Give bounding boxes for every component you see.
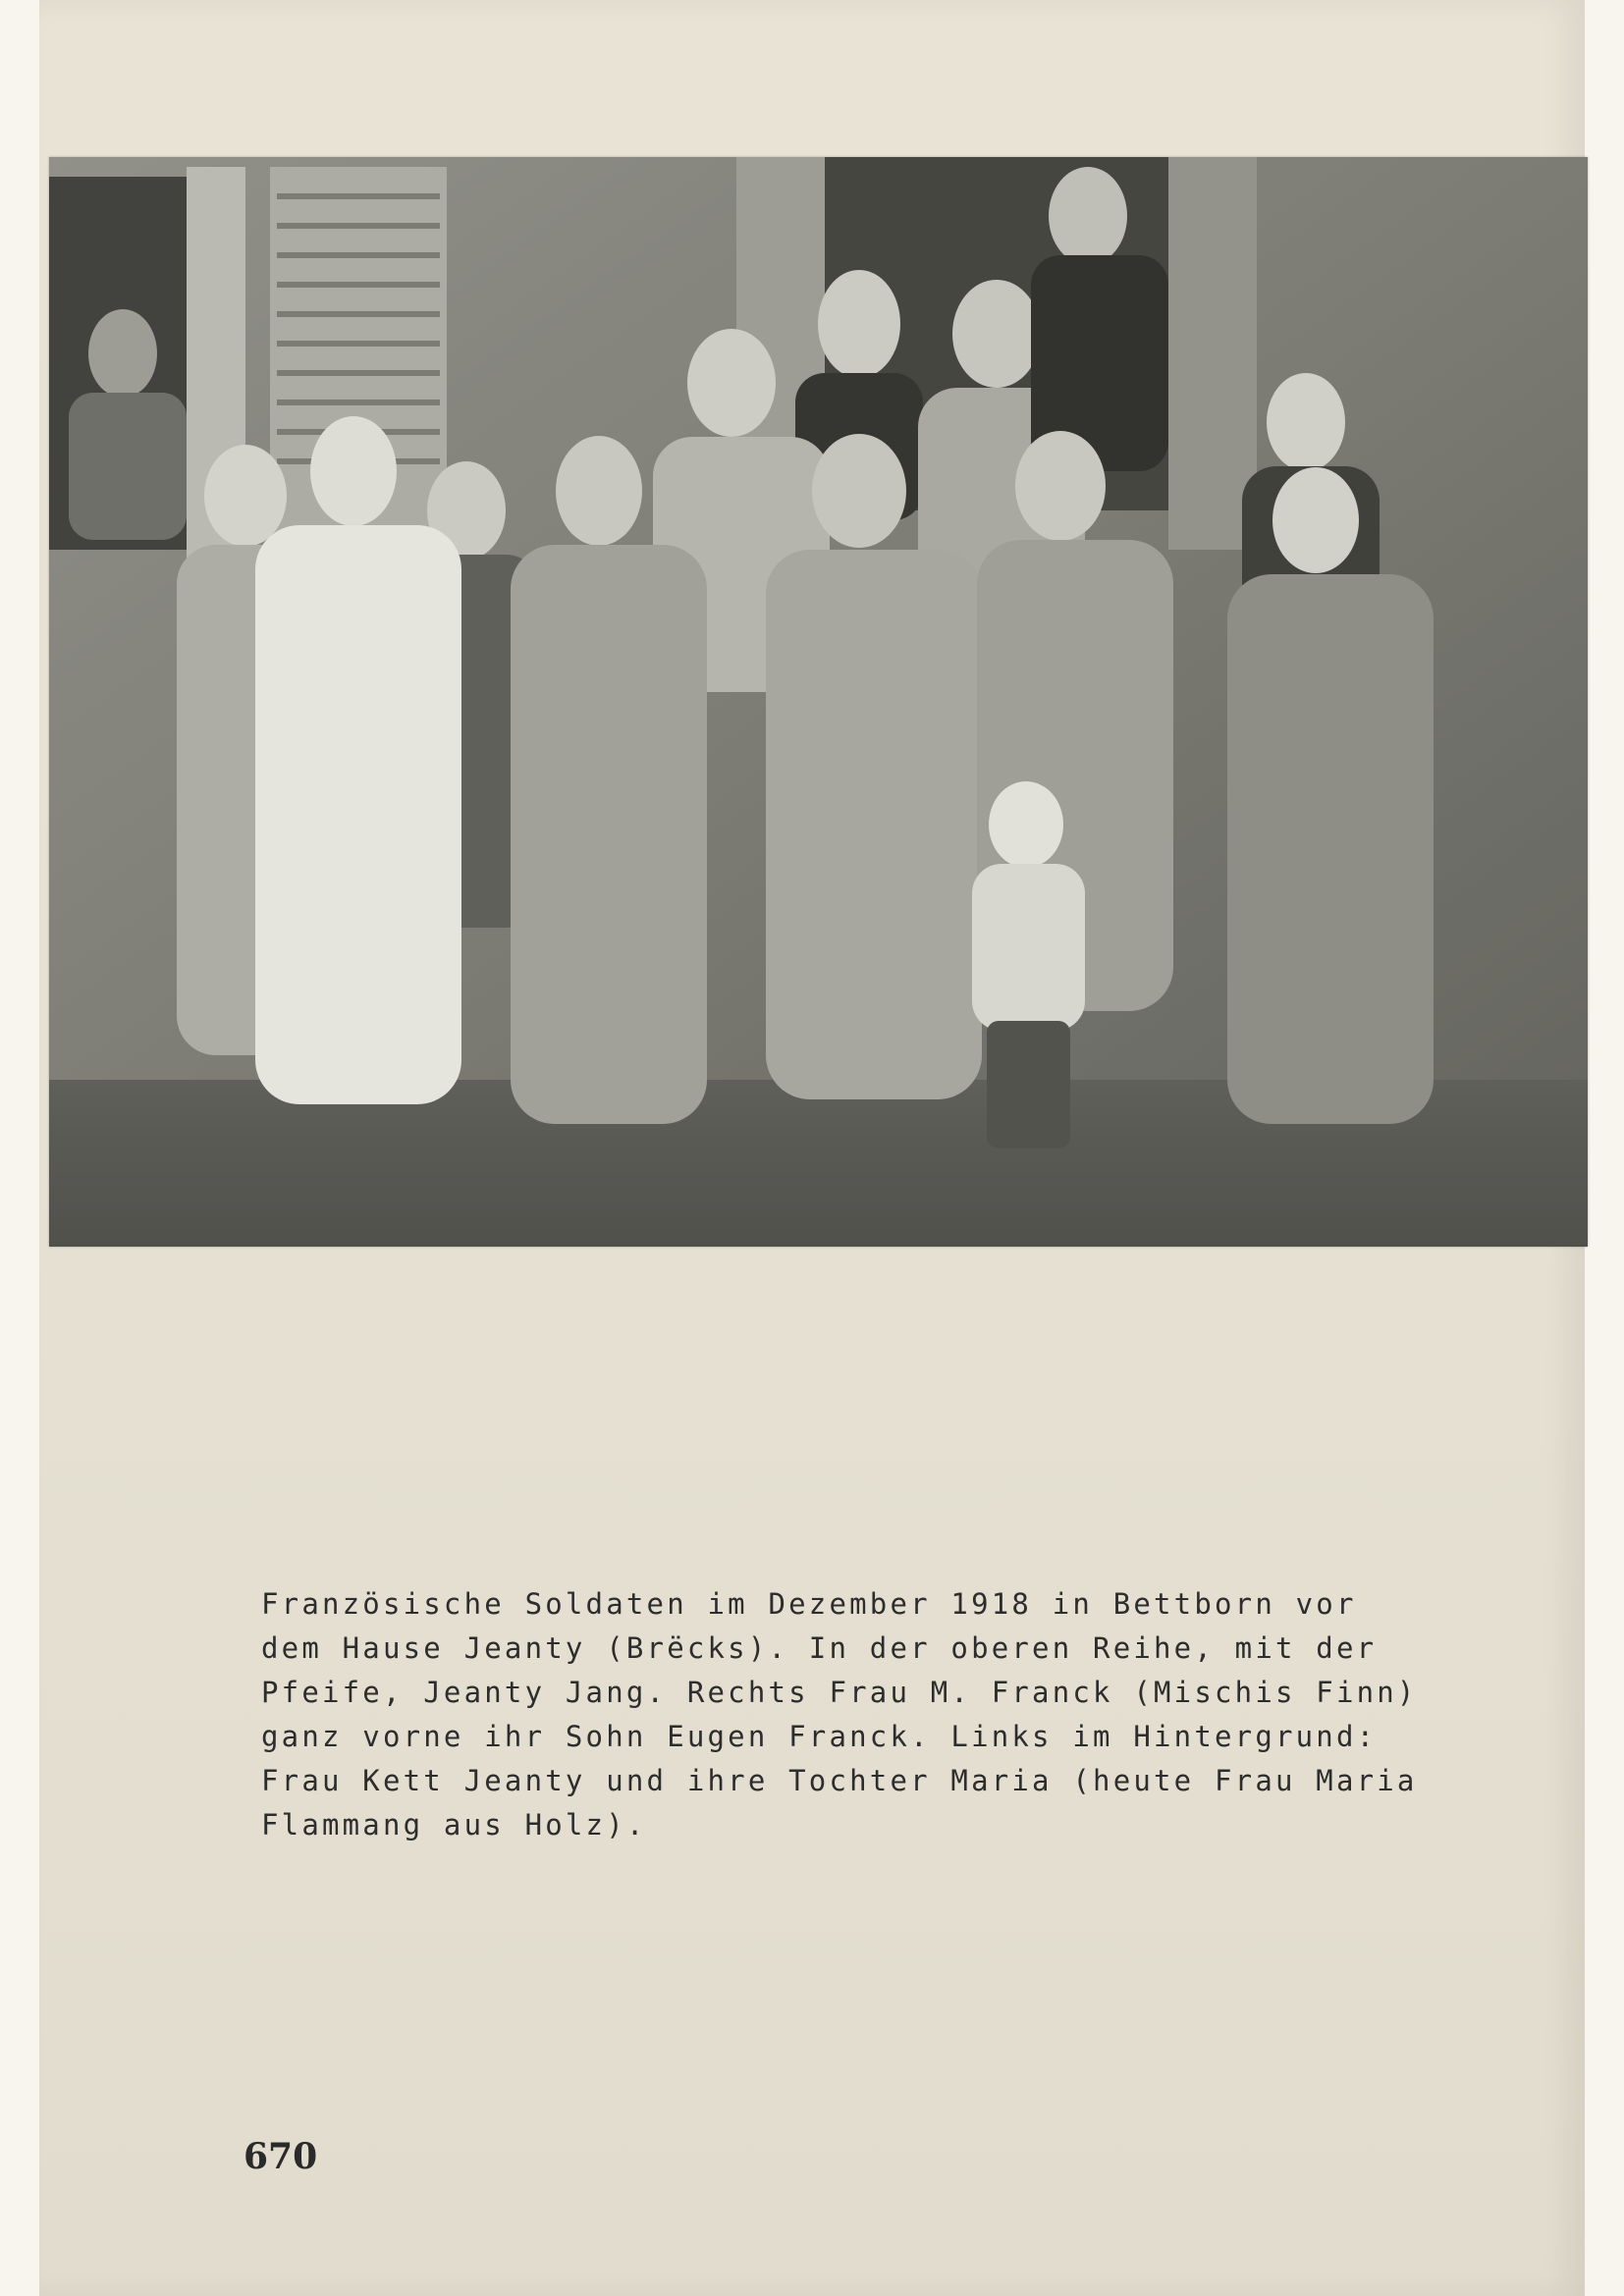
group-photograph: [49, 157, 1588, 1247]
caption-line: Pfeife, Jeanty Jang. Rechts Frau M. Franck (Mischis Finn): [261, 1676, 1418, 1709]
caption-line: Französische Soldaten im Dezember 1918 in Bettborn vor: [261, 1587, 1357, 1621]
page-number: 670: [244, 2136, 318, 2177]
caption-line: Flammang aus Holz).: [261, 1808, 647, 1842]
caption-line: dem Hause Jeanty (Brëcks). In der oberen Reihe, mit der: [261, 1631, 1378, 1665]
caption-line: Frau Kett Jeanty und ihre Tochter Maria (heute Frau Maria: [261, 1764, 1418, 1797]
photo-illustration: [49, 157, 1588, 1247]
caption-line: ganz vorne ihr Sohn Eugen Franck. Links im Hintergrund:: [261, 1720, 1378, 1753]
photo-caption: [261, 1582, 1498, 1847]
